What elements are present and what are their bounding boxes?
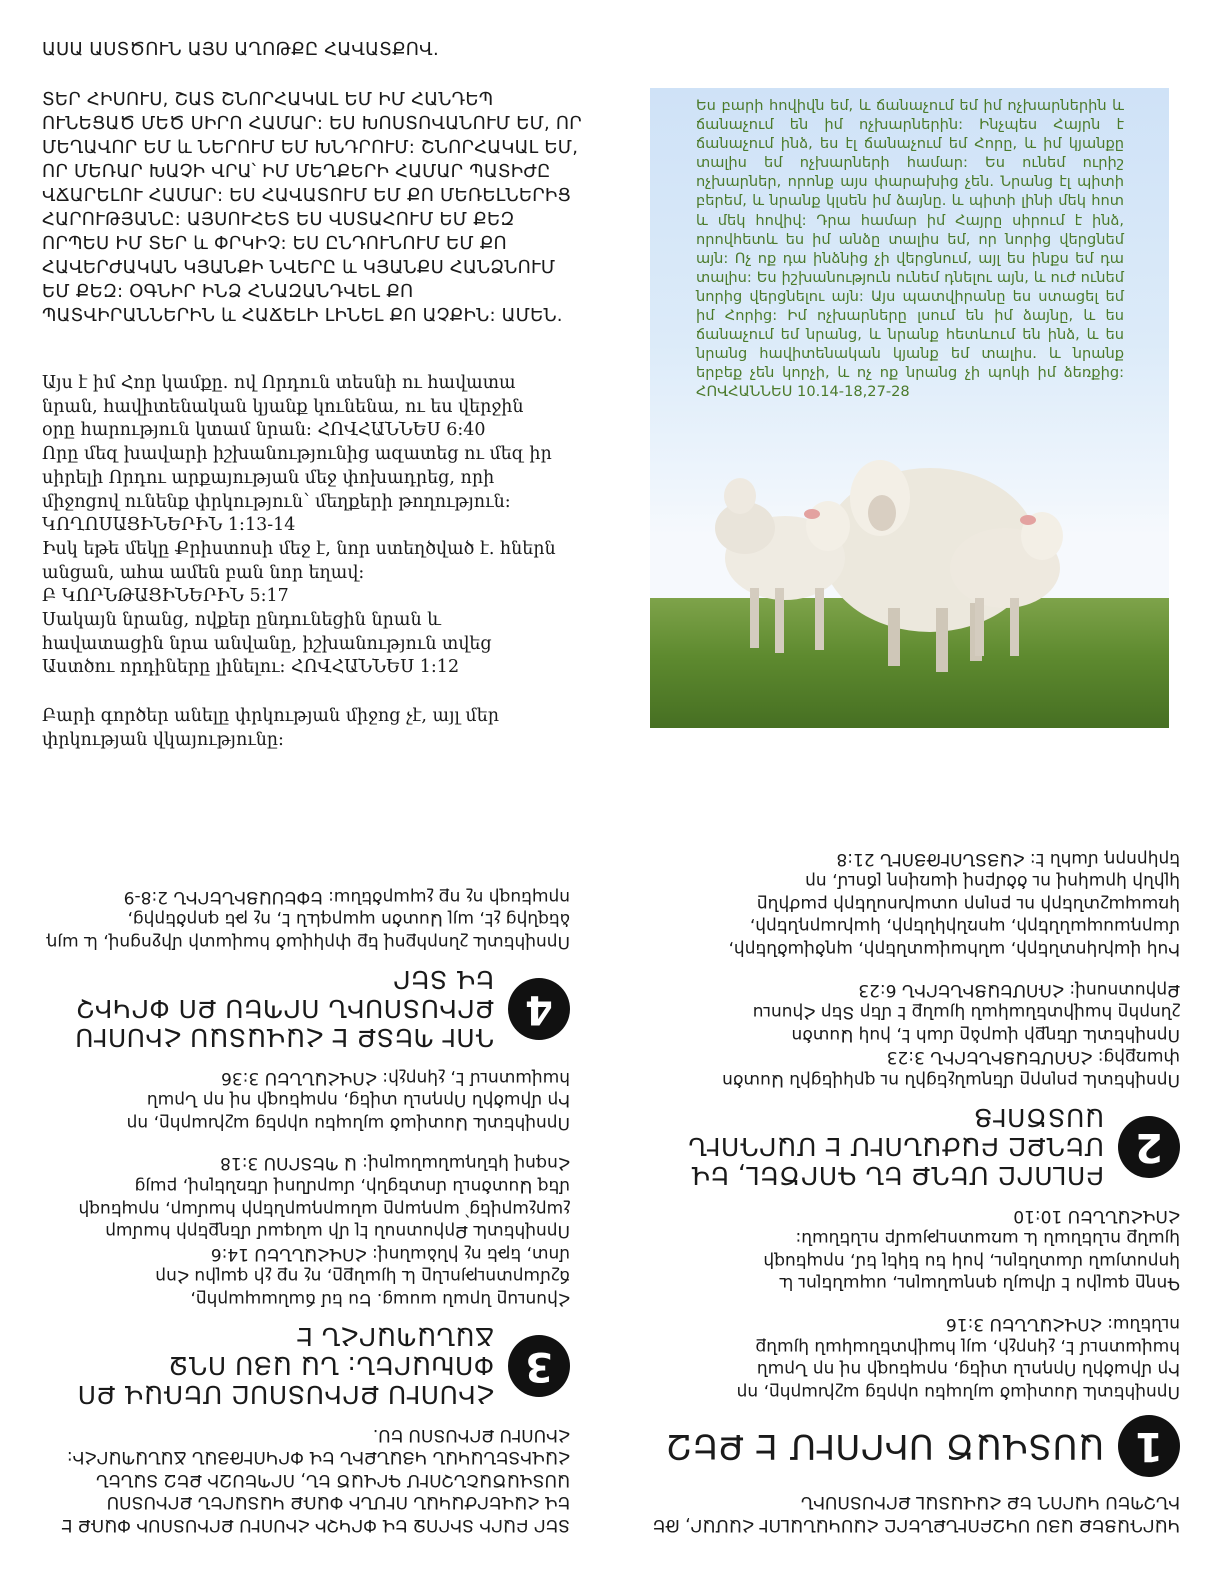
step-line: կյանք ունենան և առատությամբ ունենան:: [795, 1228, 1180, 1249]
intro-line: ԱՍՏՎԱԾԱՇՆՉՈՒՄ ԳՐՎԱԾ ԵՆ, ՈՐՊԵՍԶԻ ՔԵԶ ՏԱՆԵՆ: [95, 1469, 570, 1490]
works-line: Բարի գործեր անելը փրկության միջոց չէ, այլ մեր: [42, 706, 499, 726]
prayer-block: [42, 38, 582, 328]
step-1-heading: [640, 1415, 1180, 1477]
verse-line: Աստծու որդիները լինելու: ՀՈՎՀԱՆՆԵՍ 1:12: [42, 657, 460, 678]
panel-left-intro: [30, 1423, 570, 1536]
step-line: Հոգով կենդանանալով: Ա ՊԵՏՐՈՍ 3:18: [220, 1153, 570, 1174]
verse-line: Իսկ եթե մեկը Քրիստոսի մեջ է, նոր ստեղծված է. հներն: [42, 538, 556, 559]
step-line: կլինի կրակով ու ծծմբով վառվող լճում, որ: [805, 871, 1180, 892]
intro-line: ԿԱՐԴԱՑԵՔ ԱՅՍ ՍԿԶԲՈՒՆՔՆԵՐԸ ՀԱՍԿԱՆԱԼՈՒ ՀԱՄԱՐ, ԹԵ: [652, 1515, 1180, 1535]
step-line: Քրիստոսով: ՀՌՈՄԵԱՑԻՆԵՐԻՆ 6:23: [858, 979, 1180, 1000]
step-line: կռապաշտների ու բոլոր ստախոսների բաժինը: [756, 893, 1180, 914]
step-line: երկրորդ մահն է: ՀԱՅՏՆՈՒԹՅՈՒՆ 21:8: [836, 848, 1180, 869]
verse-line: հավատացին նրա անվանը, իշխանություն տվեց: [42, 633, 492, 654]
step-line: մարդասպանների, պոռնիկների, կախարդների,: [749, 916, 1180, 937]
step-4-title: ԴՈՒ ՊԵՏՔ Է ՀԱՎԱՏԱՍ ՀԻՍՈՒՍ ՔՐԻՍՏՈՍԻՆ ՈՐՊԵՍ ՔՈ ՓՐԿԻՉ ԵՎ ՏԵՐ: [74, 965, 494, 1053]
verse-line: անցան, ահա ամեն բան նոր եղավ:: [42, 562, 365, 583]
verse-line: ԿՈՂՈՍԱՑԻՆԵՐԻՆ 1:13-14: [42, 515, 296, 536]
sheep-photo: [650, 88, 1169, 728]
step-line: Որովհետև Աստված այնպես սիրեց աշխարհը, որ: [126, 1112, 570, 1133]
step-line: Որովհետև Աստված այնպես սիրեց աշխարհը, որ: [736, 1381, 1180, 1402]
panel-right-intro: [640, 1491, 1180, 1536]
intro-line: ՀԱՎԻՏԵՆԱԿԱՆ ԿՅԱՆՔԻՆ ԵՎ ՓՐԿՈՒԹՅԱՆ ՃԱՆԱՊԱՐՀԻ:: [66, 1447, 570, 1468]
step-line: Իսկ վախկոտների, անհավատների, պղծվածների,: [728, 939, 1180, 960]
step-line: ՀՈՎՀԱՆՆԵՍ 10:10: [1013, 1205, 1180, 1226]
step-line: փառքից: ՀՌՈՄԵԱՑԻՆԵՐԻՆ 3:23: [886, 1047, 1180, 1068]
prayer-heading: ԱՍԱ ԱՍՏԾՈՒՆ ԱՅՍ ԱՂՈԹՔԸ ՀԱՎԱՏՔՈՎ.: [42, 39, 439, 60]
step-line: Որովհետև բոլորը մեղանչեցին ու զրկվեցին Աստծո: [722, 1070, 1180, 1091]
step-line: Իր միածին Որդուն տվեց, որպեսզի ով որ Նրան: [756, 1359, 1180, 1380]
step-line: Որովհետև Քրիստոսն էլ մի անգամ մեղքերի համար: [105, 1221, 570, 1242]
step-line: ունենա: ՀՈՎՀԱՆՆԵՍ 3:16: [945, 1314, 1180, 1335]
step-line: Իր միածին Որդուն տվեց, որպեսզի ով որ Նրան: [146, 1090, 570, 1111]
john-10-passage: Ես բարի հովիվն եմ, և ճանաչում եմ իմ ոչխարներին և ճանաչում են իմ ոչխարներին: Ինչպես Հայրն է ճանաչում ինձ, ես էլ ճանաչում եմ Հորը, և իմ կյանքը տալիս եմ ոչխարների համար: Ես ունեմ ուրիշ ոչխարներ, որոնք այս փարախից չեն. Նրանց էլ պիտի բերեմ, և նրանք կլսեն իմ ձայնը. և պիտի լինի մեկ հոտ և մեկ հովիվ: Դրա համար իմ Հայրը սիրում է ինձ, որովհետև ես իմ անձը տալիս եմ, որ նորից վերցնեմ այն: Ոչ ոք դա ինձնից չի վերցնում, այլ ես ինքս եմ դա տալիս: Ես իշխանություն ունեմ դնելու այն, և ուժ ունեմ նորից վերցնելու այն: Այս պատվիրանը ես ստացել եմ իմ Հորից: Իմ ոչխարները լսում են իմ ձայնը, և ես ճանաչում եմ նրանց, և նրանք հետևում են ինձ, և ես նրանց հավիտենական կյանք եմ տալիս. և նրանք երբեք չեն կորչի, և ոչ ոք նրանց չի պոկի իմ ձեռքից: ՀՈՎՀԱՆՆԵՍ 10.14-18,27-28: [696, 97, 1124, 401]
tract-panel-left: [30, 816, 570, 1536]
verse-line: միջոցով ունենք փրկություն՝ մեղքերի թողություն:: [42, 491, 511, 512]
verse-line: Այս է իմ Հոր կամքը. ով Որդուն տեսնի ու հավատա: [42, 373, 516, 393]
verse-line: օրը հարություն կտամ նրան: ՀՈՎՀԱՆՆԵՍ 6:40: [42, 420, 486, 441]
step-line: Որովհետև մեղքի վարձը մահ է, իսկ Աստծո: [791, 1024, 1180, 1045]
step-line: ձեզնից չէ, այլ Աստծո պարգևն է, ոչ թե գործերից,: [127, 909, 570, 930]
step-2-text: [640, 847, 1180, 1091]
step-4-text: [30, 885, 570, 953]
step-line: շնորհը հավիտենական կյանք է մեր Տեր Հիսուս: [752, 1002, 1180, 1023]
step-1-text: [640, 1204, 1180, 1403]
verse-line: Որը մեզ խավարի իշխանությունից ազատեց ու մեզ իր: [42, 444, 552, 465]
step-2-heading: [640, 1103, 1180, 1190]
works-line: փրկության վկայությունը:: [42, 729, 284, 750]
step-1-number: 1: [1118, 1415, 1180, 1477]
verse-line: սիրելի Որդու արքայության մեջ փոխադրեց, որի: [42, 467, 495, 488]
step-3-text: [30, 1066, 570, 1310]
good-works-note: [42, 705, 562, 752]
step-line: ճշմարտությունը և կյանքը, ոչ ոք չի գալիս Հոր: [155, 1266, 570, 1287]
step-line: որպեսզի ոչ ոք չպարծենա: ԵՓԵՍԱՑԻՆԵՐԻՆ 2:8-9: [123, 886, 570, 907]
step-line: հավատում է, չկորչի, այլ հավիտենական կյանք: [755, 1336, 1180, 1357]
step-line: Գողը գալիս է միայն գողանալու, սպանելու և: [779, 1273, 1180, 1294]
intro-line: ԻՆՉՊԵՍ ԿԱՐՈՂ ԵՔ ՀԱՎԱՏԱԼ ՔՐԻՍՏՈՍԻՆ: [800, 1492, 1180, 1513]
intro-line: ՀԻՍՈՒՍ ՔՐԻՍՏՈՍ ԵՍ.: [372, 1424, 570, 1445]
step-line: չարչարվեց՝ արդարը անարդարների համար, որպեսզի: [78, 1198, 570, 1219]
step-line: մեզ Աստծուն մոտեցնի, մարմնով մեռնելով, բայց: [134, 1176, 570, 1197]
step-2-number: 2: [1118, 1116, 1180, 1178]
tract-panel-right: [640, 816, 1180, 1536]
step-line: Հիսուսը նրան ասաց. Ես եմ ճանապարհը,: [190, 1289, 570, 1310]
intro-line: ԵՎ ՀԱՎԵՐԺԱԿԱՆ ՈՒՄՆԻ ՓԱՌՔ ԿԱՏԱՐԵՆ ՔՐԻՍՏՈՍ: [106, 1492, 570, 1513]
step-1-title: ԱՍՏՎԱԾ ՍԻՐՈՒՄ Է ՔԵԶ: [665, 1425, 1104, 1466]
step-line: Որովհետև շնորհքով եք փրկված հավատի միջոցով, և այդ: [46, 932, 570, 953]
step-4-number: 4: [508, 978, 570, 1040]
prayer-body: ՏԵՐ ՀԻՍՈՒՍ, ՇԱՏ ՇՆՈՐՀԱԿԱԼ ԵՄ ԻՄ ՀԱՆԴԵՊ ՈՒՆԵՑԱԾ ՄԵԾ ՍԻՐՈ ՀԱՄԱՐ: ԵՍ ԽՈՍՏՈՎԱՆՈՒՄ ԵՄ, ՈՐ ՄԵՂԱՎՈՐ ԵՄ և ՆԵՐՈՒՄ ԵՄ ԽՆԴՐՈՒՄ: ՇՆՈՐՀԱԿԱԼ ԵՄ, ՈՐ ՄԵՌԱՐ ԽԱՉԻ ՎՐԱ՝ ԻՄ ՄԵՂՔԵՐԻ ՀԱՄԱՐ ՊԱՏԻԺԸ ՎՃԱՐԵԼՈՒ ՀԱՄԱՐ: ԵՍ ՀԱՎԱՏՈՒՄ ԵՄ ՔՈ ՄԵՌԵԼՆԵՐԻՑ ՀԱՐՈՒԹՅԱՆԸ: ԱՅՍՈՒՀԵՏ ԵՍ ՎՍՏԱՀՈՒՄ ԵՄ ՔԵԶ ՈՐՊԵՍ ԻՄ ՏԵՐ և ՓՐԿԻՉ: ԵՍ ԸՆԴՈՒՆՈՒՄ ԵՄ ՔՈ ՀԱՎԵՐԺԱԿԱՆ ԿՅԱՆՔԻ ՆՎԵՐԸ և ԿՅԱՆՔՍ ՀԱՆՁՆՈՒՄ ԵՄ ՔԵԶ: ՕԳՆԻՐ ԻՆՁ ՀՆԱԶԱՆԴՎԵԼ ՔՈ ՊԱՏՎԻՐԱՆՆԵՐԻՆ և ՀԱՃԵԼԻ ԼԻՆԵԼ ՔՈ ԱՉՔԻՆ: ԱՄԵՆ.: [42, 89, 582, 326]
intro-line: ՏԵՐ ԲԱՐԻ ՏԻՐՈՋ ԵՎ ՓՐԿՉԻ ՀԻՍՈՒՍ ՔՐԻՍՏՈՍԻ ՓԱՌՔ Է: [61, 1515, 570, 1535]
step-3-title: ՀԻՍՈՒՍ ՔՐԻՍՏՈՍԸ ՄԵՌԱՎ ՔՈ ՓՈԽԱՐԵՆ: ՆԱ ԱՅՍ ՈՂՋ ՃԱՆԱՊԱՐՀՆ Է: [77, 1322, 494, 1410]
verse-line: Սակայն նրանց, ովքեր ընդունեցին նրան և: [42, 610, 441, 631]
step-4-heading: [30, 965, 570, 1052]
step-3-heading: [30, 1322, 570, 1409]
verse-line: նրան, հավիտենական կյանք կունենա, ու ես վերջին: [42, 396, 524, 417]
step-2-title: ԲՈԼՈՐԸ ՄԵՂՔ ԵՆ ԳՈՐԾԵԼ, ԵՎ ՄԵՂՔԸ ԲԱԺԱՆՈՒՄ Է ՄԱՐԴՈՒՆ ԱՍՏԾՈՒՑ: [687, 1103, 1104, 1191]
step-line: կորստյան մատնելու, իսկ ես եկել եմ, որպեսզի: [763, 1250, 1180, 1271]
verses-block: [42, 372, 582, 680]
step-line: հավատում է, չկորչի: ՀՈՎՀԱՆՆԵՍ 3:36: [221, 1067, 570, 1088]
step-3-number: 3: [508, 1335, 570, 1397]
verse-line: Բ ԿՈՐՆԹԱՑԻՆԵՐԻՆ 5:17: [42, 586, 289, 607]
step-line: մոտ, եթե ոչ ինձանով: ՀՈՎՀԱՆՆԵՍ 14:6: [210, 1243, 570, 1264]
